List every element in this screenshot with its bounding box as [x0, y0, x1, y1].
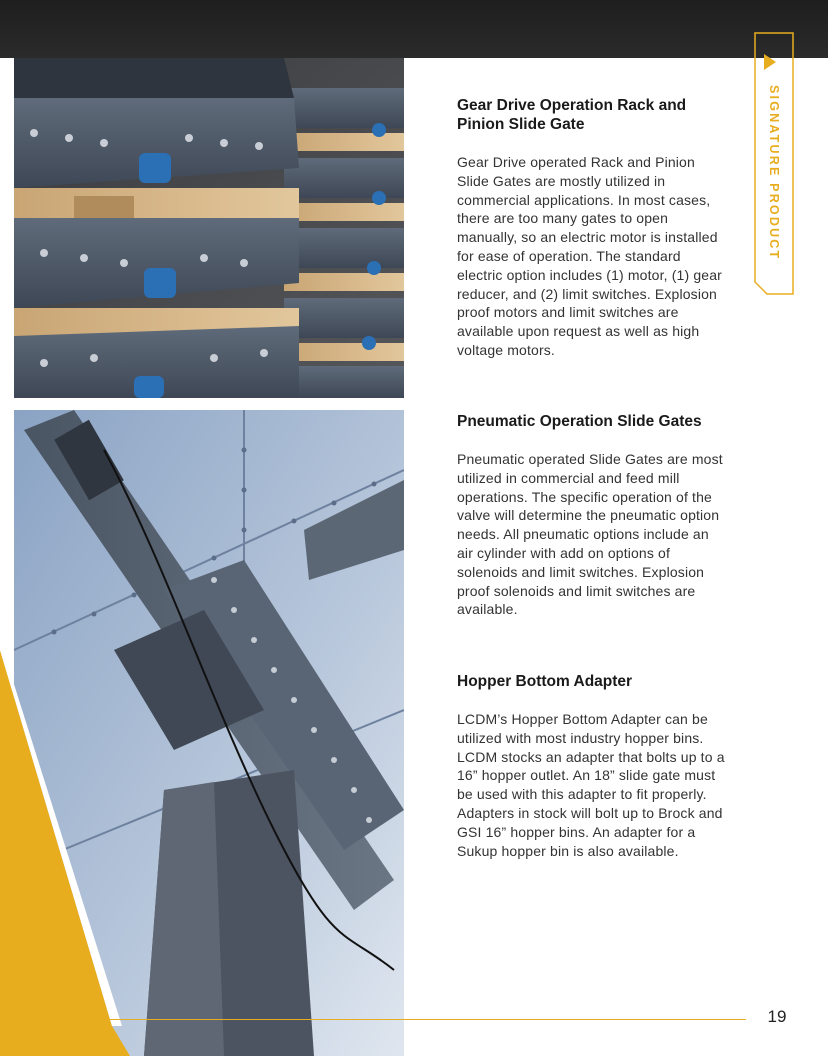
section-heading: Gear Drive Operation Rack and Pinion Slide Gate	[457, 97, 687, 133]
section-heading: Pneumatic Operation Slide Gates	[457, 413, 702, 430]
section-body: Gear Drive operated Rack and Pinion Slide Gates are mostly utilized in commercial applications. In most cases, there are too many gates to open manually, so an electric motor is installed for ease of operation. The standard electric option includes (1) motor, (1) gear reducer, and (2) limit switches. Explosion proof motors and limit switches are available upon request as well as high voltage motors.	[457, 154, 722, 358]
section-body: LCDM’s Hopper Bottom Adapter can be utilized with most industry hopper bins. LCDM stocks an adapter that bolts up to a 16” hopper outlet. An 18” slide gate must be used with this adapter to fit properly. Adapters in stock will bolt up to Brock and GSI 16” hopper bins. An adapter for a Sukup hopper bin is also available.	[457, 711, 725, 859]
page-number: 19	[767, 1007, 787, 1026]
top-dark-band	[0, 0, 828, 58]
slide-gates-stack-photo	[14, 58, 404, 398]
section-hopper-adapter	[457, 672, 727, 860]
section-pneumatic	[457, 412, 727, 619]
bottom-rule	[0, 1019, 746, 1020]
section-gear-drive	[457, 96, 727, 360]
signature-product-label: SIGNATURE PRODUCT	[767, 85, 781, 261]
pneumatic-slide-gate-photo	[14, 410, 404, 1056]
section-heading: Hopper Bottom Adapter	[457, 673, 633, 690]
section-body: Pneumatic operated Slide Gates are most utilized in commercial and feed mill operations. The specific operation of the valve will determine the pneumatic option needs. All pneumatic options include an air cylinder with add on options of solenoids and limit switches. Explosion proof solenoids and limit switches are available.	[457, 451, 723, 618]
